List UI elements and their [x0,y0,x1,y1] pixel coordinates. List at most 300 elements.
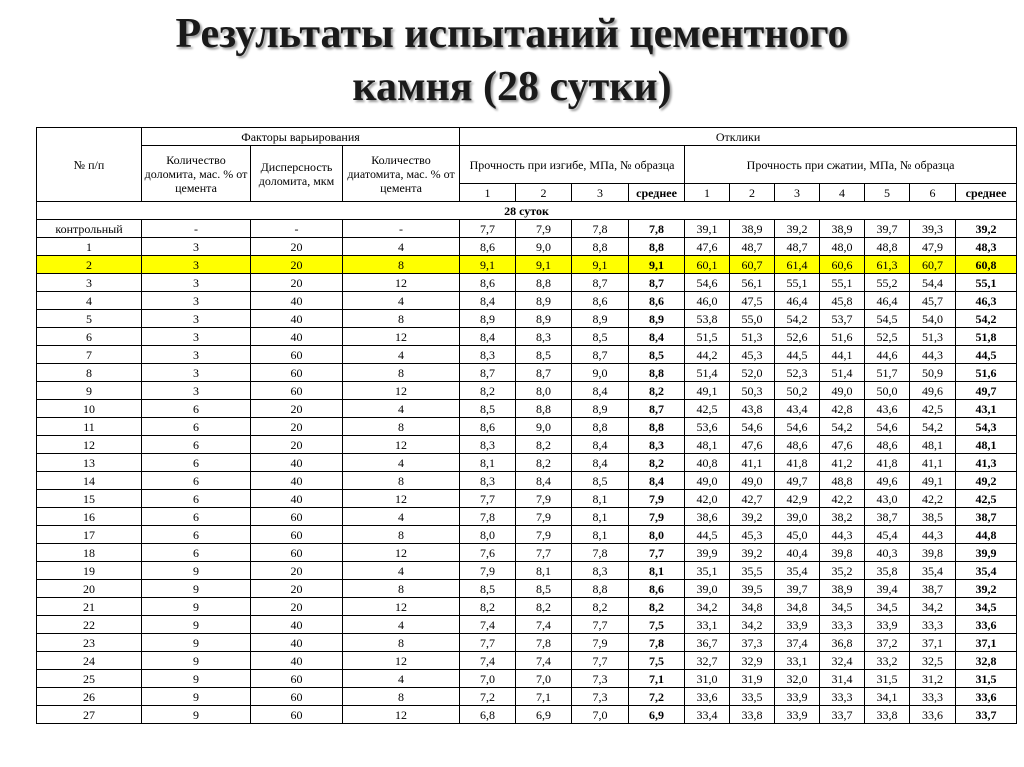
cell-comp-value: 33,3 [820,688,865,706]
cell-comp-average: 49,2 [956,472,1017,490]
header-responses: Отклики [460,128,1017,146]
cell-comp-value: 53,8 [685,310,730,328]
cell-bend-value: 8,5 [516,346,572,364]
cell-comp-value: 49,0 [685,472,730,490]
header-comp-sample: 1 [685,184,730,202]
cell-comp-value: 56,1 [730,274,775,292]
cell-comp-value: 39,2 [775,220,820,238]
cell-comp-value: 48,6 [865,436,910,454]
cell-comp-value: 33,1 [685,616,730,634]
cell-bend-value: 8,8 [516,400,572,418]
cell-comp-value: 48,1 [685,436,730,454]
table-row [37,364,1017,382]
cell-comp-value: 49,0 [820,382,865,400]
cell-bend-average: 8,7 [629,274,685,292]
cell-dolomite: 6 [142,508,251,526]
cell-bend-average: 8,4 [629,472,685,490]
cell-diatomite: 8 [343,472,460,490]
cell-comp-value: 39,0 [685,580,730,598]
header-factors: Факторы варьирования [142,128,460,146]
cell-comp-value: 51,5 [685,328,730,346]
cell-bend-value: 6,8 [460,706,516,724]
cell-comp-value: 47,6 [730,436,775,454]
cell-comp-value: 42,2 [820,490,865,508]
cell-bend-value: 8,2 [516,454,572,472]
cell-bend-value: 8,6 [572,292,629,310]
cell-comp-value: 37,3 [730,634,775,652]
cell-bend-value: 8,1 [460,454,516,472]
cell-comp-value: 51,3 [910,328,956,346]
cell-comp-value: 39,5 [730,580,775,598]
cell-diatomite: 8 [343,310,460,328]
table-row [37,562,1017,580]
cell-comp-value: 32,7 [685,652,730,670]
table-row [37,544,1017,562]
cell-bend-value: 8,9 [460,310,516,328]
table-row [37,274,1017,292]
cell-comp-value: 51,7 [865,364,910,382]
cell-comp-value: 39,3 [910,220,956,238]
cell-comp-value: 33,4 [685,706,730,724]
cell-number: 12 [37,436,142,454]
cell-number: 15 [37,490,142,508]
cell-dolomite: 3 [142,328,251,346]
cell-dolomite: 9 [142,616,251,634]
cell-dolomite: 9 [142,670,251,688]
cell-number: 20 [37,580,142,598]
cell-comp-value: 31,9 [730,670,775,688]
table-row [37,706,1017,724]
cell-number: 27 [37,706,142,724]
cell-bend-value: 8,7 [572,346,629,364]
cell-bend-value: 8,5 [460,400,516,418]
cell-comp-value: 38,9 [820,580,865,598]
page-title-line-2: камня (28 сутки) [352,64,672,110]
cell-comp-average: 60,8 [956,256,1017,274]
cell-bend-average: 7,1 [629,670,685,688]
cell-bend-value: 8,4 [572,454,629,472]
cell-bend-value: 8,0 [516,382,572,400]
cell-comp-value: 44,3 [910,346,956,364]
cell-comp-value: 35,1 [685,562,730,580]
cell-diatomite: 12 [343,598,460,616]
cell-diatomite: 8 [343,418,460,436]
cell-comp-value: 37,1 [910,634,956,652]
cell-comp-value: 39,7 [775,580,820,598]
cell-bend-average: 8,0 [629,526,685,544]
cell-bend-value: 8,6 [460,274,516,292]
cell-diatomite: 8 [343,688,460,706]
cell-comp-value: 54,6 [865,418,910,436]
cell-comp-average: 55,1 [956,274,1017,292]
cell-comp-value: 42,9 [775,490,820,508]
table-row [37,418,1017,436]
cell-comp-value: 55,2 [865,274,910,292]
cell-comp-value: 38,6 [685,508,730,526]
cell-comp-value: 52,3 [775,364,820,382]
cell-dolomite: 3 [142,382,251,400]
cell-comp-value: 54,6 [685,274,730,292]
cell-comp-value: 43,4 [775,400,820,418]
cell-bend-value: 8,9 [516,310,572,328]
cell-comp-average: 35,4 [956,562,1017,580]
cell-comp-value: 38,2 [820,508,865,526]
cell-diatomite: 4 [343,292,460,310]
cell-diatomite: 4 [343,562,460,580]
cell-bend-value: 8,3 [460,436,516,454]
cell-bend-value: 7,2 [460,688,516,706]
cell-comp-value: 50,3 [730,382,775,400]
table-row [37,436,1017,454]
cell-comp-value: 32,5 [910,652,956,670]
header-comp-sample: 2 [730,184,775,202]
cell-comp-value: 34,5 [820,598,865,616]
table-row [37,292,1017,310]
cell-comp-value: 35,4 [910,562,956,580]
cell-comp-value: 51,6 [820,328,865,346]
cell-comp-value: 34,2 [730,616,775,634]
cell-dispersity: 60 [251,364,343,382]
cell-dolomite: 9 [142,562,251,580]
cell-number: 1 [37,238,142,256]
cell-bend-average: 8,6 [629,580,685,598]
header-bend-sample: 1 [460,184,516,202]
cell-dolomite: 9 [142,688,251,706]
cell-comp-value: 50,9 [910,364,956,382]
cell-comp-value: 49,0 [730,472,775,490]
cell-bend-value: 8,3 [516,328,572,346]
cell-bend-value: 8,6 [460,238,516,256]
cell-comp-value: 60,7 [910,256,956,274]
cell-comp-value: 45,8 [820,292,865,310]
cell-comp-value: 51,3 [730,328,775,346]
cell-number: 14 [37,472,142,490]
cell-dispersity: 60 [251,688,343,706]
cell-comp-value: 33,6 [910,706,956,724]
cell-dispersity: 20 [251,400,343,418]
table-row [37,328,1017,346]
cell-bend-value: 8,8 [572,418,629,436]
cell-bend-value: 7,3 [572,688,629,706]
page-title [0,8,1024,114]
cell-bend-value: 7,1 [516,688,572,706]
cell-comp-value: 44,3 [820,526,865,544]
cell-diatomite: 8 [343,634,460,652]
cell-comp-value: 36,7 [685,634,730,652]
cell-dispersity: 60 [251,508,343,526]
table-row [37,454,1017,472]
table-row [37,670,1017,688]
cell-comp-value: 40,4 [775,544,820,562]
cell-comp-value: 41,2 [820,454,865,472]
cell-comp-value: 33,6 [685,688,730,706]
cell-bend-average: 8,4 [629,328,685,346]
cell-dispersity: 20 [251,418,343,436]
cell-dolomite: - [142,220,251,238]
cell-bend-average: 7,9 [629,508,685,526]
cell-comp-value: 49,6 [865,472,910,490]
cell-bend-value: 8,7 [572,274,629,292]
cell-bend-average: 8,7 [629,400,685,418]
cell-comp-value: 40,8 [685,454,730,472]
cell-bend-value: 9,0 [572,364,629,382]
cell-comp-value: 33,7 [820,706,865,724]
cell-dispersity: 20 [251,562,343,580]
cell-bend-value: 8,3 [460,472,516,490]
cell-dispersity: 60 [251,382,343,400]
cell-diatomite: 4 [343,400,460,418]
cell-comp-average: 33,6 [956,688,1017,706]
cell-comp-value: 61,4 [775,256,820,274]
cell-comp-average: 42,5 [956,490,1017,508]
cell-comp-value: 40,3 [865,544,910,562]
cell-comp-value: 60,7 [730,256,775,274]
cell-dolomite: 3 [142,292,251,310]
cell-comp-value: 35,4 [775,562,820,580]
cell-dolomite: 3 [142,364,251,382]
cell-comp-value: 54,5 [865,310,910,328]
cell-bend-value: 7,0 [572,706,629,724]
table-row [37,580,1017,598]
cell-comp-average: 43,1 [956,400,1017,418]
cell-dolomite: 6 [142,544,251,562]
cell-bend-average: 9,1 [629,256,685,274]
cell-bend-value: 8,4 [572,436,629,454]
cell-comp-value: 48,6 [775,436,820,454]
cell-comp-value: 52,5 [865,328,910,346]
cell-comp-average: 33,6 [956,616,1017,634]
cell-bend-average: 7,8 [629,220,685,238]
cell-bend-average: 8,9 [629,310,685,328]
cell-number: 2 [37,256,142,274]
cell-bend-value: 8,3 [460,346,516,364]
cell-comp-value: 39,9 [685,544,730,562]
cell-diatomite: 12 [343,652,460,670]
cell-comp-value: 52,0 [730,364,775,382]
cell-comp-average: 38,7 [956,508,1017,526]
cell-comp-value: 33,2 [865,652,910,670]
table-row [37,472,1017,490]
header-bend-sample: 3 [572,184,629,202]
cell-comp-value: 33,3 [910,688,956,706]
cell-dolomite: 9 [142,580,251,598]
cell-diatomite: 12 [343,274,460,292]
cell-number: 5 [37,310,142,328]
cell-bend-value: 8,8 [572,238,629,256]
cell-bend-value: 7,3 [572,670,629,688]
cell-comp-value: 52,6 [775,328,820,346]
cell-diatomite: 8 [343,364,460,382]
cell-comp-value: 33,5 [730,688,775,706]
cell-bend-value: 7,0 [460,670,516,688]
cell-dispersity: 20 [251,274,343,292]
cell-comp-value: 42,2 [910,490,956,508]
cell-bend-value: 8,5 [460,580,516,598]
cell-bend-value: 8,6 [460,418,516,436]
header-compression: Прочность при сжатии, МПа, № образца [685,146,1017,184]
cell-comp-average: 44,8 [956,526,1017,544]
cell-bend-value: 8,0 [460,526,516,544]
header-comp-sample: среднее [956,184,1017,202]
cell-dolomite: 3 [142,274,251,292]
cell-comp-value: 55,1 [820,274,865,292]
cell-comp-average: 39,2 [956,220,1017,238]
cell-comp-value: 53,7 [820,310,865,328]
table-row [37,616,1017,634]
cell-comp-value: 32,4 [820,652,865,670]
table-row [37,526,1017,544]
cell-comp-value: 55,0 [730,310,775,328]
header-bend-sample: 2 [516,184,572,202]
cell-comp-value: 38,7 [910,580,956,598]
cell-diatomite: 12 [343,706,460,724]
cell-comp-value: 42,5 [685,400,730,418]
cell-dispersity: 20 [251,598,343,616]
cell-bend-value: 8,5 [516,580,572,598]
cell-comp-average: 54,3 [956,418,1017,436]
cell-bend-value: 8,9 [516,292,572,310]
cell-comp-value: 42,8 [820,400,865,418]
cell-bend-average: 7,5 [629,652,685,670]
cell-comp-value: 33,8 [865,706,910,724]
cell-bend-value: 6,9 [516,706,572,724]
cell-number: 22 [37,616,142,634]
cell-dispersity: 40 [251,310,343,328]
table-row [37,238,1017,256]
cell-comp-value: 60,1 [685,256,730,274]
cell-bend-average: 7,7 [629,544,685,562]
cell-bend-value: 8,2 [460,598,516,616]
header-comp-sample: 6 [910,184,956,202]
cell-comp-value: 54,2 [775,310,820,328]
cell-comp-value: 49,1 [910,472,956,490]
cell-comp-value: 39,8 [910,544,956,562]
cell-comp-value: 49,6 [910,382,956,400]
cell-number: 9 [37,382,142,400]
cell-comp-value: 36,8 [820,634,865,652]
cell-dolomite: 6 [142,400,251,418]
cell-comp-value: 32,9 [730,652,775,670]
cell-bend-average: 8,6 [629,292,685,310]
cell-dolomite: 3 [142,238,251,256]
cell-dolomite: 9 [142,652,251,670]
table-row [37,490,1017,508]
cell-comp-average: 37,1 [956,634,1017,652]
cell-comp-value: 31,4 [820,670,865,688]
cell-bend-average: 8,1 [629,562,685,580]
cell-diatomite: 12 [343,382,460,400]
header-diatomite: Количество диатомита, мас. % от цемента [343,146,460,202]
cell-comp-value: 34,5 [865,598,910,616]
cell-comp-value: 33,9 [775,688,820,706]
cell-bend-value: 7,4 [460,616,516,634]
cell-bend-value: 9,1 [572,256,629,274]
cell-comp-value: 34,2 [910,598,956,616]
cell-bend-value: 8,3 [572,562,629,580]
cell-comp-value: 61,3 [865,256,910,274]
cell-number: 6 [37,328,142,346]
cell-bend-average: 7,8 [629,634,685,652]
cell-diatomite: 4 [343,346,460,364]
cell-bend-value: 8,9 [572,400,629,418]
cell-bend-value: 8,4 [460,328,516,346]
table-row [37,400,1017,418]
cell-comp-average: 51,6 [956,364,1017,382]
cell-comp-value: 54,6 [730,418,775,436]
cell-comp-average: 54,2 [956,310,1017,328]
cell-comp-value: 44,2 [685,346,730,364]
cell-comp-value: 54,6 [775,418,820,436]
cell-dolomite: 6 [142,418,251,436]
cell-comp-average: 48,1 [956,436,1017,454]
cell-dispersity: 40 [251,652,343,670]
cell-dispersity: 40 [251,490,343,508]
cell-comp-value: 50,0 [865,382,910,400]
cell-bend-value: 8,5 [572,328,629,346]
cell-comp-value: 60,6 [820,256,865,274]
cell-dolomite: 9 [142,634,251,652]
table-row [37,688,1017,706]
cell-comp-value: 44,1 [820,346,865,364]
cell-dispersity: 40 [251,454,343,472]
cell-dispersity: 40 [251,328,343,346]
cell-comp-value: 38,7 [865,508,910,526]
table-row [37,634,1017,652]
cell-dispersity: 20 [251,580,343,598]
cell-dolomite: 3 [142,346,251,364]
cell-dispersity: 40 [251,634,343,652]
cell-comp-value: 39,0 [775,508,820,526]
cell-comp-value: 39,7 [865,220,910,238]
cell-comp-value: 45,0 [775,526,820,544]
cell-dolomite: 6 [142,472,251,490]
cell-dispersity: 60 [251,706,343,724]
cell-comp-average: 39,9 [956,544,1017,562]
header-dolomite: Количество доломита, мас. % от цемента [142,146,251,202]
cell-bend-value: 8,1 [572,490,629,508]
cell-comp-average: 49,7 [956,382,1017,400]
cell-comp-value: 35,8 [865,562,910,580]
cell-bend-value: 8,1 [572,508,629,526]
cell-dispersity: 20 [251,238,343,256]
cell-comp-value: 39,2 [730,508,775,526]
cell-comp-value: 39,4 [865,580,910,598]
page-title-line-1: Результаты испытаний цементного [175,11,849,57]
cell-bend-value: 7,8 [460,508,516,526]
cell-bend-value: 8,1 [516,562,572,580]
table-row [37,382,1017,400]
cell-bend-average: 8,8 [629,418,685,436]
cell-bend-average: 8,5 [629,346,685,364]
cell-diatomite: 12 [343,490,460,508]
cell-comp-value: 49,7 [775,472,820,490]
cell-comp-value: 54,2 [820,418,865,436]
cell-comp-value: 54,2 [910,418,956,436]
cell-comp-value: 35,5 [730,562,775,580]
cell-diatomite: 12 [343,436,460,454]
cell-bend-value: 8,5 [572,472,629,490]
cell-comp-average: 34,5 [956,598,1017,616]
table-row [37,256,1017,274]
cell-comp-average: 31,5 [956,670,1017,688]
cell-bend-average: 7,9 [629,490,685,508]
cell-comp-value: 41,1 [910,454,956,472]
cell-number: контрольный [37,220,142,238]
cell-comp-value: 45,3 [730,526,775,544]
cell-number: 21 [37,598,142,616]
cell-diatomite: 12 [343,544,460,562]
cell-dolomite: 6 [142,436,251,454]
